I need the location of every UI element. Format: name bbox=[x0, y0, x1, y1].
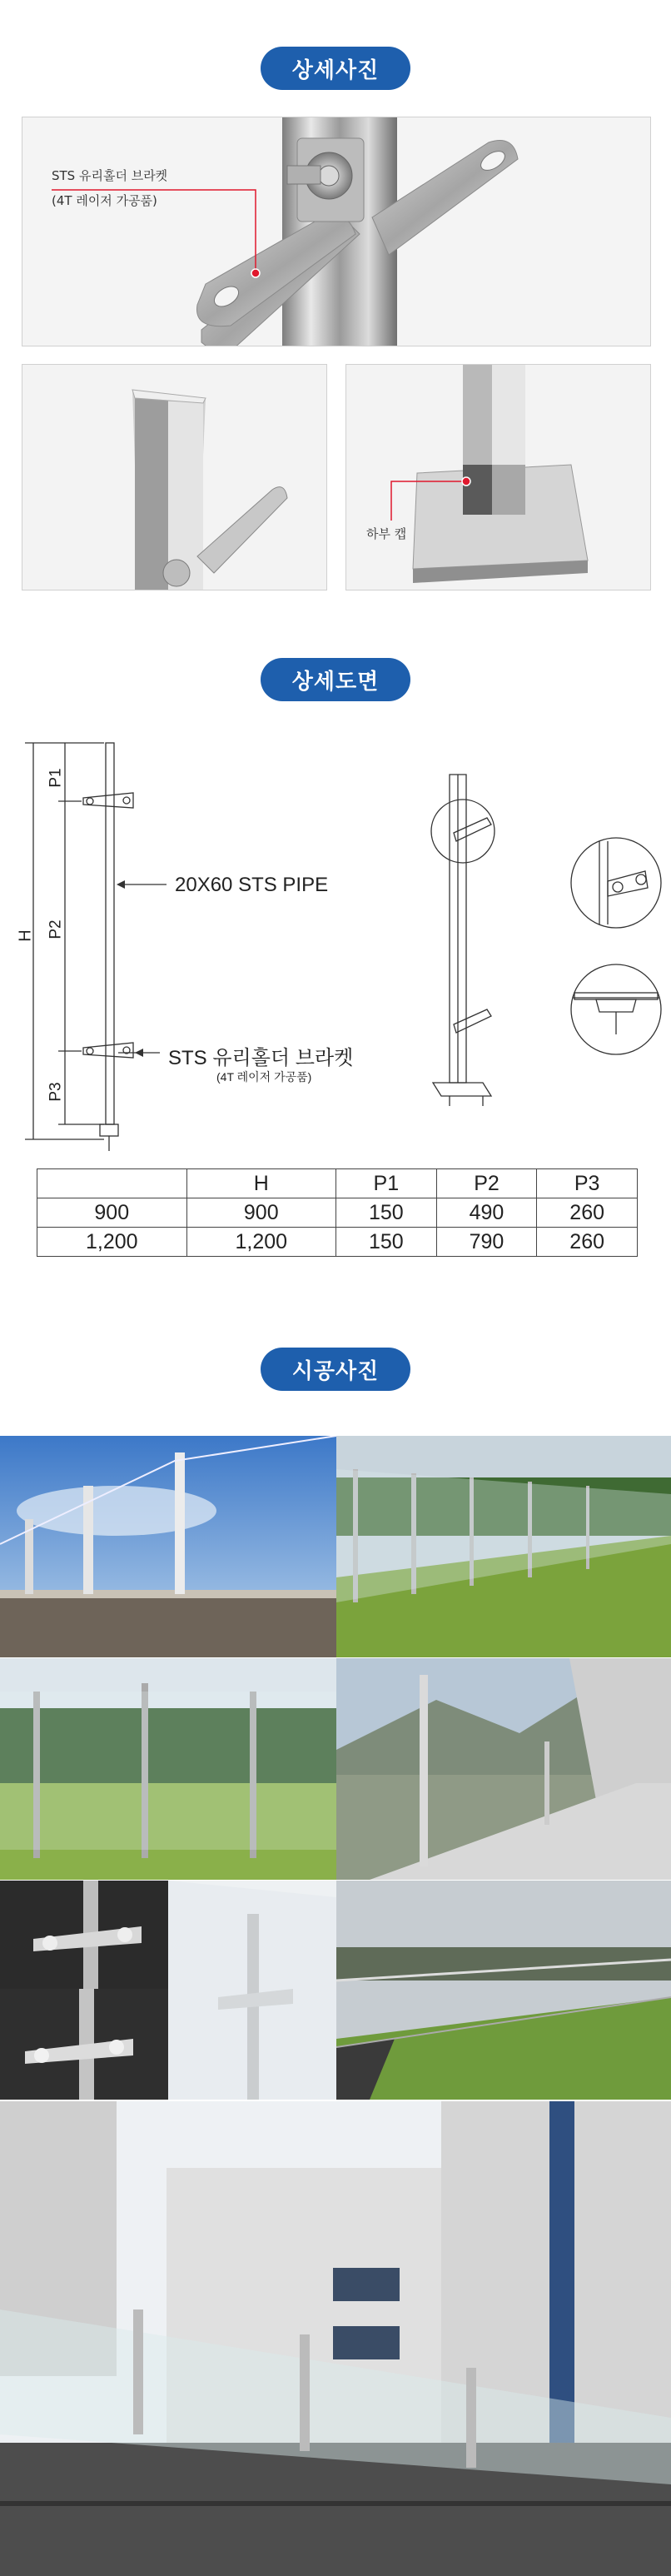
dim-p2-label: P2 bbox=[47, 919, 65, 939]
bracket-callout-leader bbox=[52, 183, 268, 283]
install-photo-rooftop bbox=[0, 1436, 336, 1657]
table-header-cell: P3 bbox=[537, 1169, 638, 1198]
dim-h-label: H bbox=[16, 929, 35, 942]
table-cell: 150 bbox=[336, 1198, 437, 1228]
table-cell: 260 bbox=[537, 1198, 638, 1228]
spec-table bbox=[37, 1168, 638, 1257]
table-cell: 1,200 bbox=[37, 1228, 187, 1257]
install-photo-building bbox=[0, 2101, 671, 2576]
table-header-cell: H bbox=[186, 1169, 336, 1198]
table-cell: 490 bbox=[436, 1198, 537, 1228]
install-photo-city-view bbox=[336, 1658, 671, 1880]
table-cell: 790 bbox=[436, 1228, 537, 1257]
table-cell: 900 bbox=[186, 1198, 336, 1228]
section-title-install-photo: 시공사진 bbox=[261, 1348, 410, 1391]
install-photo-glass-post bbox=[168, 1881, 336, 2100]
holder-sub-label: (4T 레이저 가공품) bbox=[216, 1070, 312, 1084]
pipe-label: 20X60 STS PIPE bbox=[175, 874, 329, 896]
table-cell: 150 bbox=[336, 1228, 437, 1257]
install-photo-fence-lawn bbox=[336, 1436, 671, 1657]
install-photo-field bbox=[0, 1658, 336, 1880]
table-header-cell: P2 bbox=[436, 1169, 537, 1198]
table-cell: 900 bbox=[37, 1198, 187, 1228]
table-row bbox=[37, 1228, 638, 1257]
install-photo-bracket-closeup-2 bbox=[0, 1989, 168, 2100]
table-header-cell bbox=[37, 1169, 187, 1198]
section-title-detail-photo: 상세사진 bbox=[261, 47, 410, 90]
technical-drawing bbox=[0, 725, 671, 1158]
table-cell: 1,200 bbox=[186, 1228, 336, 1257]
table-row bbox=[37, 1198, 638, 1228]
install-photo-long-fence bbox=[336, 1881, 671, 2100]
bracket-callout-sub: (4T 레이저 가공품) bbox=[52, 193, 157, 208]
dim-p1-label: P1 bbox=[47, 768, 65, 788]
holder-label: STS 유리홀더 브라켓 bbox=[168, 1047, 354, 1069]
table-cell: 260 bbox=[537, 1228, 638, 1257]
table-header-cell: P1 bbox=[336, 1169, 437, 1198]
bracket-callout-title: STS 유리홀더 브라켓 bbox=[52, 168, 168, 183]
post-top-photo bbox=[22, 364, 327, 590]
bottom-cap-leader bbox=[383, 475, 475, 525]
section-title-detail-drawing: 상세도면 bbox=[261, 658, 410, 701]
install-photo-bracket-closeup-1 bbox=[0, 1881, 168, 1989]
bottom-cap-callout: 하부 캡 bbox=[366, 526, 407, 541]
table-header-row bbox=[37, 1169, 638, 1198]
dim-p3-label: P3 bbox=[47, 1082, 65, 1102]
